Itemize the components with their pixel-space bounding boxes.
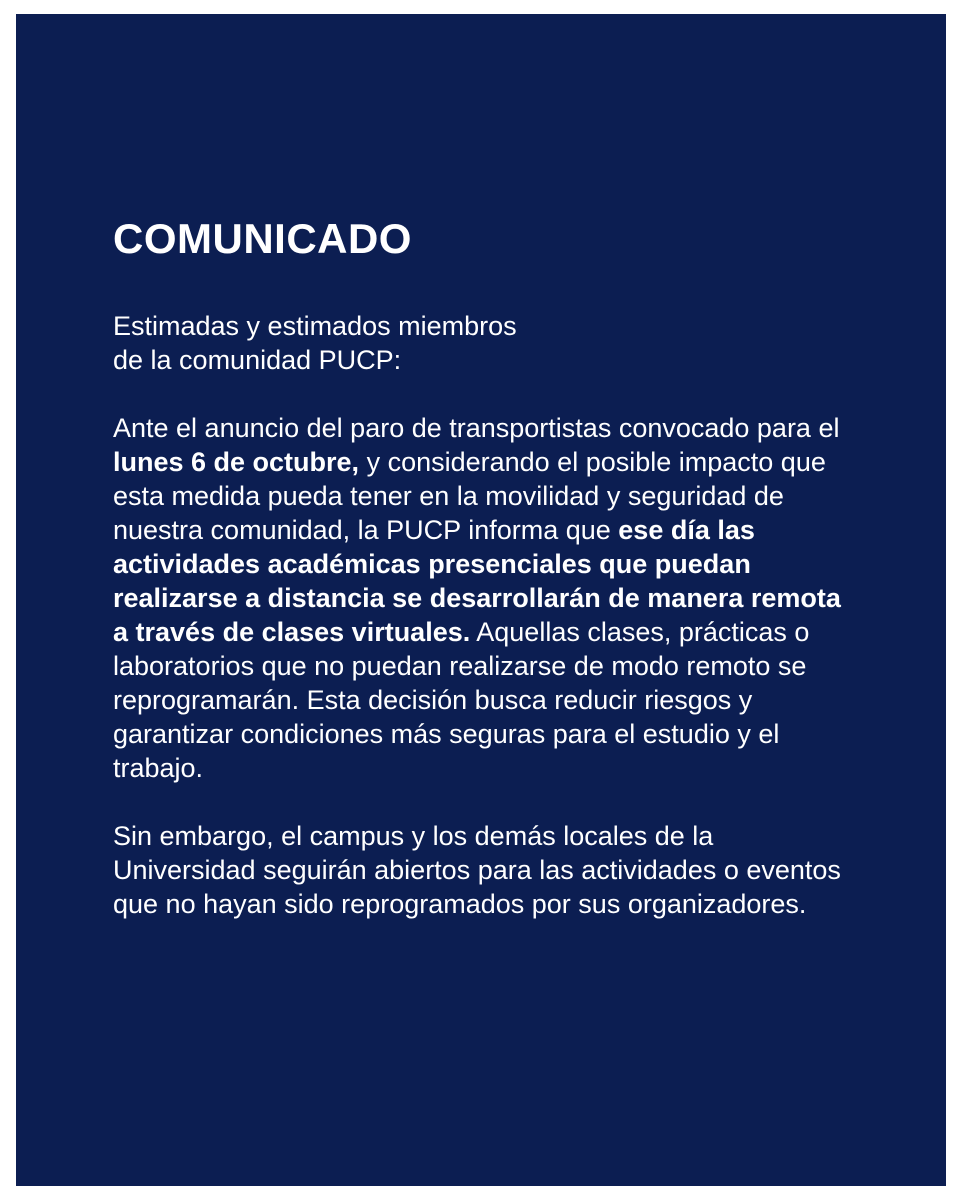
- main-paragraph: [113, 411, 853, 785]
- closing-paragraph: Sin embargo, el campus y los demás locales de la Universidad seguirán abiertos para las actividades o eventos que no hayan sido reprogramados por sus organizadores.: [113, 821, 841, 919]
- greeting-line-2: de la comunidad PUCP:: [113, 345, 402, 375]
- main-paragraph-text-2: y considerando el posible impacto que esta medida pueda tener en la movilidad y seguridad de nuestra comunidad, la PUCP informa que: [113, 447, 826, 545]
- greeting: [113, 309, 853, 377]
- remote-classes-highlight: ese día las actividades académicas presenciales que puedan realizarse a distancia se desarrollarán de manera remota a través de clases virtuales.: [113, 515, 841, 647]
- announcement-title: COMUNICADO: [113, 215, 412, 262]
- greeting-line-1: Estimadas y estimados miembros: [113, 311, 517, 341]
- announcement-content: [113, 199, 853, 921]
- date-highlight: lunes 6 de octubre,: [113, 447, 360, 477]
- main-paragraph-text-3: Aquellas clases, prácticas o laboratorios que no puedan realizarse de modo remoto se reprogramarán. Esta decisión busca reducir riesgos y garantizar condiciones más seguras para el estudio y el trabajo.: [113, 617, 810, 783]
- main-paragraph-text-1: Ante el anuncio del paro de transportistas convocado para el: [113, 413, 840, 443]
- announcement-card: [16, 14, 946, 1186]
